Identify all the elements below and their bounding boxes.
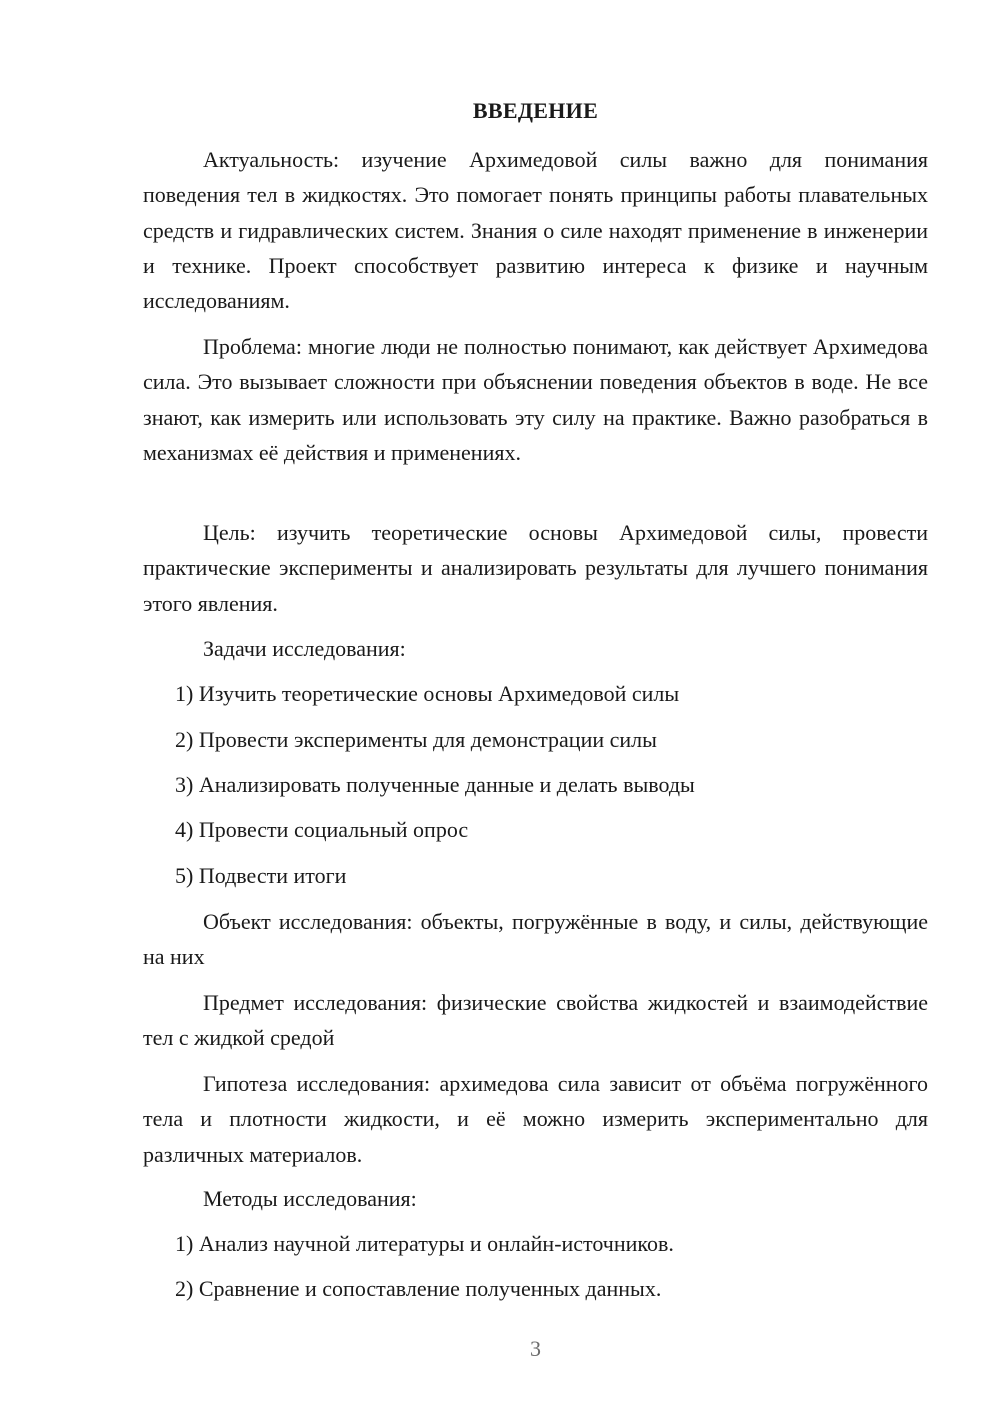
goal-paragraph: Цель: изучить теоретические основы Архимедовой силы, провести практические эксперименты и анализировать результаты для лучшего понимания этого явления. <box>143 520 928 616</box>
task-item-3: 3) Анализировать полученные данные и делать выводы <box>175 772 695 797</box>
task-item-4: 4) Провести социальный опрос <box>175 817 469 842</box>
method-item-1: 1) Анализ научной литературы и онлайн-источников. <box>175 1231 674 1256</box>
task-item-5: 5) Подвести итоги <box>175 863 347 888</box>
relevance-paragraph: Актуальность: изучение Архимедовой силы важно для понимания поведения тел в жидкостях. Это помогает понять принципы работы плавательных средств и гидравлических систем. Знания о силе находят применение в инженерии и технике. Проект способствует развитию интереса к физике и научным исследованиям. <box>143 147 928 314</box>
problem-paragraph: Проблема: многие люди не полностью понимают, как действует Архимедова сила. Это вызывает сложности при объяснении поведения объектов в воде. Не все знают, как измерить или использовать эту силу на практике. Важно разобраться в механизмах её действия и применениях. <box>143 334 928 465</box>
method-item-2: 2) Сравнение и сопоставление полученных данных. <box>175 1276 662 1301</box>
task-item-2: 2) Провести эксперименты для демонстрации силы <box>175 727 657 752</box>
document-page <box>143 0 928 1414</box>
tasks-heading: Задачи исследования: <box>203 636 406 661</box>
hypothesis-paragraph: Гипотеза исследования: архимедова сила зависит от объёма погружённого тела и плотности жидкости, и её можно измерить экспериментально для различных материалов. <box>143 1071 928 1167</box>
object-paragraph: Объект исследования: объекты, погружённые в воду, и силы, действующие на них <box>143 909 928 970</box>
methods-heading: Методы исследования: <box>203 1186 417 1211</box>
page-number: 3 <box>530 1336 541 1361</box>
task-item-1: 1) Изучить теоретические основы Архимедовой силы <box>175 681 680 706</box>
subject-paragraph: Предмет исследования: физические свойства жидкостей и взаимодействие тел с жидкой средой <box>143 990 928 1051</box>
section-title: ВВЕДЕНИЕ <box>472 98 599 123</box>
